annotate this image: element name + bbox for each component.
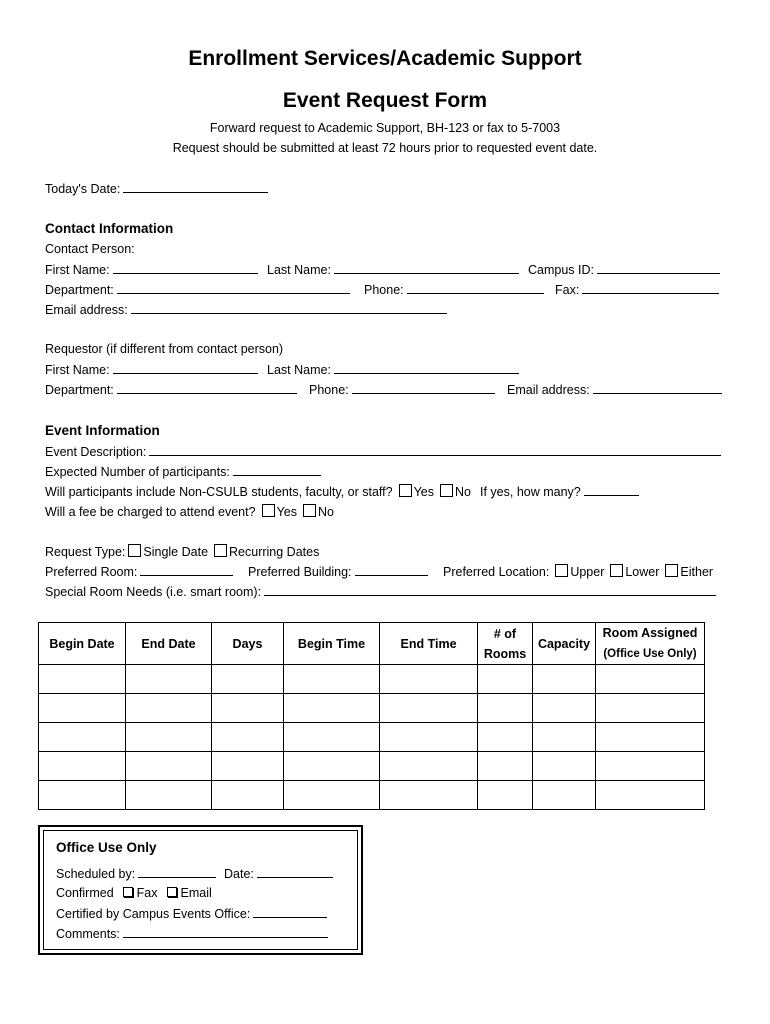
contact-last-name-row: [267, 262, 519, 277]
contact-fax-label: Fax:: [555, 283, 580, 297]
requestor-department-field[interactable]: [117, 382, 297, 394]
cell[interactable]: [380, 723, 478, 752]
event-heading: Event Information: [45, 423, 160, 438]
schedule-table: [38, 622, 705, 810]
contact-campus-id-field[interactable]: [597, 262, 720, 274]
cell[interactable]: [533, 752, 596, 781]
col-capacity: Capacity: [533, 623, 596, 665]
contact-fax-field[interactable]: [582, 282, 719, 294]
cell[interactable]: [284, 665, 380, 694]
col-room-assigned-line1: Room Assigned: [602, 626, 698, 640]
col-num-rooms-line1: # of: [493, 626, 517, 641]
cell[interactable]: [380, 781, 478, 810]
certified-field[interactable]: [253, 906, 327, 918]
requestor-last-name-label: Last Name:: [267, 363, 331, 377]
preferred-location-label: Preferred Location:: [443, 565, 550, 579]
how-many-field[interactable]: [584, 484, 639, 496]
cell[interactable]: [212, 694, 284, 723]
todays-date-row: [45, 181, 268, 196]
participants-field[interactable]: [233, 464, 321, 476]
col-end-time: End Time: [380, 623, 478, 665]
preferred-room-field[interactable]: [140, 564, 233, 576]
cell[interactable]: [533, 723, 596, 752]
col-end-date: End Date: [126, 623, 212, 665]
cell[interactable]: [533, 694, 596, 723]
request-type-row: [45, 544, 319, 559]
cell[interactable]: [212, 723, 284, 752]
cell[interactable]: [596, 665, 705, 694]
todays-date-label: Today's Date:: [45, 182, 121, 196]
requestor-first-name-label: First Name:: [45, 363, 110, 377]
office-date-field[interactable]: [257, 866, 333, 878]
contact-phone-row: [364, 282, 544, 297]
upper-checkbox[interactable]: [555, 564, 568, 577]
either-checkbox[interactable]: [665, 564, 678, 577]
contact-email-field[interactable]: [131, 302, 447, 314]
table-row: [39, 723, 705, 752]
table-row: [39, 694, 705, 723]
requestor-last-name-row: [267, 362, 519, 377]
confirmed-fax-label: Fax: [136, 886, 158, 900]
how-many-label: If yes, how many?: [480, 485, 581, 499]
contact-last-name-label: Last Name:: [267, 263, 331, 277]
participants-label: Expected Number of participants:: [45, 465, 230, 479]
fee-row: [45, 504, 334, 519]
preferred-room-row: [45, 564, 233, 579]
col-begin-date: Begin Date: [39, 623, 126, 665]
lower-label: Lower: [625, 565, 660, 579]
contact-department-row: [45, 282, 350, 297]
confirmed-email-label: Email: [180, 886, 212, 900]
forward-instruction: Forward request to Academic Support, BH-123 or fax to 5-7003: [209, 121, 561, 135]
cell[interactable]: [380, 694, 478, 723]
requestor-last-name-field[interactable]: [334, 362, 519, 374]
contact-first-name-row: [45, 262, 258, 277]
noncsulb-no-checkbox[interactable]: [440, 484, 453, 497]
contact-person-label: Contact Person:: [45, 242, 135, 256]
preferred-location-row: [443, 564, 713, 579]
form-title: Event Request Form: [282, 89, 488, 112]
contact-campus-id-row: [528, 262, 720, 277]
cell[interactable]: [478, 723, 533, 752]
contact-phone-field[interactable]: [407, 282, 544, 294]
special-room-row: [45, 584, 716, 599]
cell[interactable]: [596, 781, 705, 810]
preferred-building-label: Preferred Building:: [248, 565, 352, 579]
cell[interactable]: [126, 752, 212, 781]
comments-label: Comments:: [56, 927, 120, 941]
deadline-instruction: Request should be submitted at least 72 hours prior to requested event date.: [172, 141, 598, 155]
cell[interactable]: [284, 781, 380, 810]
requestor-phone-row: [309, 382, 495, 397]
recurring-dates-checkbox[interactable]: [214, 544, 227, 557]
requestor-phone-field[interactable]: [352, 382, 495, 394]
contact-fax-row: [555, 282, 719, 297]
comments-row: [56, 926, 328, 941]
cell[interactable]: [284, 752, 380, 781]
scheduled-by-row: [56, 866, 216, 881]
col-room-assigned: [596, 623, 705, 665]
cell[interactable]: [39, 723, 126, 752]
lower-checkbox[interactable]: [610, 564, 623, 577]
cell[interactable]: [380, 665, 478, 694]
cell[interactable]: [596, 723, 705, 752]
contact-last-name-field[interactable]: [334, 262, 519, 274]
cell[interactable]: [478, 665, 533, 694]
fee-no-checkbox[interactable]: [303, 504, 316, 517]
contact-department-label: Department:: [45, 283, 114, 297]
office-date-label: Date:: [224, 867, 254, 881]
requestor-first-name-field[interactable]: [113, 362, 258, 374]
cell[interactable]: [533, 781, 596, 810]
noncsulb-yes-checkbox[interactable]: [399, 484, 412, 497]
upper-label: Upper: [570, 565, 605, 579]
cell[interactable]: [478, 781, 533, 810]
requestor-department-label: Department:: [45, 383, 114, 397]
contact-heading: Contact Information: [45, 221, 174, 236]
col-begin-time: Begin Time: [284, 623, 380, 665]
cell[interactable]: [126, 665, 212, 694]
participants-row: [45, 464, 321, 479]
cell[interactable]: [212, 752, 284, 781]
table-row: [39, 781, 705, 810]
comments-field[interactable]: [123, 926, 328, 938]
requestor-phone-label: Phone:: [309, 383, 349, 397]
noncsulb-row: [45, 484, 639, 499]
cell[interactable]: [284, 723, 380, 752]
contact-phone-label: Phone:: [364, 283, 404, 297]
col-num-rooms: [478, 623, 533, 665]
confirmed-row: [56, 886, 212, 900]
col-days: Days: [212, 623, 284, 665]
contact-campus-id-label: Campus ID:: [528, 263, 594, 277]
requestor-email-field[interactable]: [593, 382, 722, 394]
special-room-label: Special Room Needs (i.e. smart room):: [45, 585, 262, 599]
preferred-room-label: Preferred Room:: [45, 565, 138, 579]
contact-first-name-label: First Name:: [45, 263, 110, 277]
col-room-assigned-line2: (Office Use Only): [603, 648, 697, 660]
fee-label: Will a fee be charged to attend event?: [45, 505, 256, 519]
contact-email-row: [45, 302, 447, 317]
fee-yes-checkbox[interactable]: [262, 504, 275, 517]
cell[interactable]: [126, 781, 212, 810]
contact-department-field[interactable]: [117, 282, 350, 294]
cell[interactable]: [39, 752, 126, 781]
noncsulb-label: Will participants include Non-CSULB students, faculty, or staff?: [45, 485, 393, 499]
certified-label: Certified by Campus Events Office:: [56, 907, 251, 921]
table-row: [39, 665, 705, 694]
col-num-rooms-line2: Rooms: [483, 646, 527, 661]
cell[interactable]: [478, 694, 533, 723]
requestor-email-row: [507, 382, 722, 397]
cell[interactable]: [39, 694, 126, 723]
noncsulb-no-label: No: [455, 485, 471, 499]
contact-email-label: Email address:: [45, 303, 128, 317]
fee-no-label: No: [317, 505, 334, 519]
cell[interactable]: [478, 752, 533, 781]
requestor-department-row: [45, 382, 297, 397]
confirmed-email-checkbox[interactable]: [167, 887, 177, 897]
certified-row: [56, 906, 327, 921]
cell[interactable]: [596, 752, 705, 781]
cell[interactable]: [596, 694, 705, 723]
single-date-checkbox[interactable]: [128, 544, 141, 557]
preferred-building-field[interactable]: [355, 564, 428, 576]
cell[interactable]: [126, 723, 212, 752]
form-org-title: Enrollment Services/Academic Support: [188, 47, 582, 70]
noncsulb-yes-label: Yes: [413, 485, 435, 499]
office-use-box: [38, 825, 363, 955]
schedule-header-row: [39, 623, 705, 665]
office-date-row: [224, 866, 333, 881]
cell[interactable]: [126, 694, 212, 723]
scheduled-by-field[interactable]: [138, 866, 216, 878]
scheduled-by-label: Scheduled by:: [56, 867, 136, 881]
special-room-field[interactable]: [264, 584, 716, 596]
cell[interactable]: [212, 781, 284, 810]
fee-yes-label: Yes: [276, 505, 297, 519]
event-description-field[interactable]: [149, 444, 721, 456]
cell[interactable]: [39, 781, 126, 810]
event-description-row: [45, 444, 721, 459]
requestor-heading: Requestor (if different from contact person): [45, 342, 284, 356]
contact-first-name-field[interactable]: [113, 262, 258, 274]
todays-date-field[interactable]: [123, 181, 268, 193]
requestor-email-label: Email address:: [507, 383, 590, 397]
cell[interactable]: [284, 694, 380, 723]
either-label: Either: [680, 565, 714, 579]
cell[interactable]: [212, 665, 284, 694]
request-type-label: Request Type:: [45, 545, 126, 559]
cell[interactable]: [39, 665, 126, 694]
event-description-label: Event Description:: [45, 445, 147, 459]
preferred-building-row: [248, 564, 428, 579]
recurring-dates-label: Recurring Dates: [229, 545, 320, 559]
single-date-label: Single Date: [143, 545, 209, 559]
table-row: [39, 752, 705, 781]
cell[interactable]: [380, 752, 478, 781]
cell[interactable]: [533, 665, 596, 694]
confirmed-label: Confirmed: [56, 886, 114, 900]
confirmed-fax-checkbox[interactable]: [123, 887, 133, 897]
office-heading: Office Use Only: [56, 840, 157, 855]
requestor-first-name-row: [45, 362, 258, 377]
